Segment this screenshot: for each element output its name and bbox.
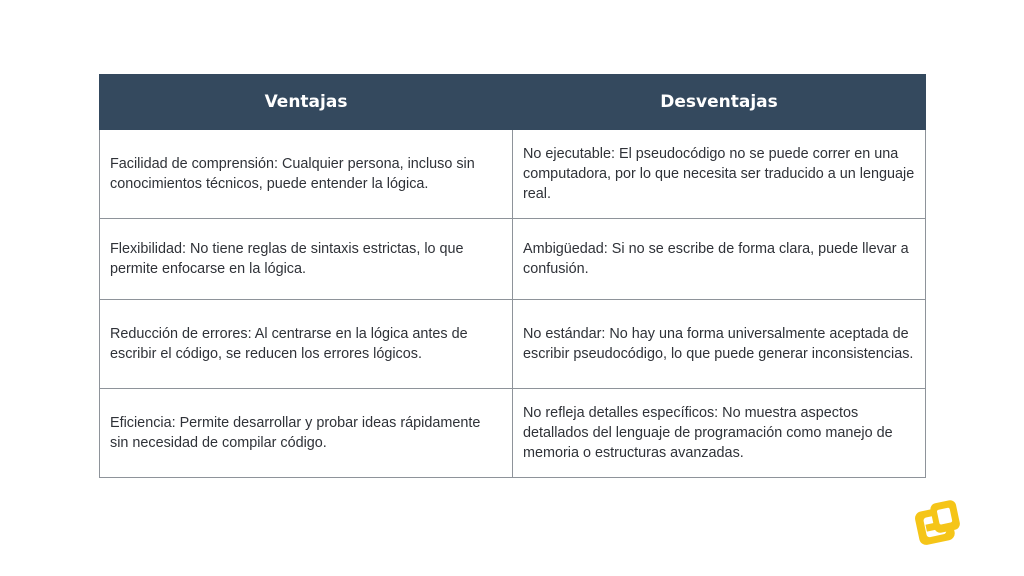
comparison-table (99, 74, 926, 478)
header-ventajas: Ventajas (100, 75, 513, 130)
table-row (100, 300, 926, 389)
table-row (100, 219, 926, 300)
brand-logo-icon (912, 500, 966, 552)
desventaja-cell: No ejecutable: El pseudocódigo no se puede correr en una computadora, por lo que necesita ser traducido a un lenguaje real. (513, 130, 926, 219)
ventaja-cell: Flexibilidad: No tiene reglas de sintaxis estrictas, lo que permite enfocarse en la lógica. (100, 219, 513, 300)
ventaja-cell: Reducción de errores: Al centrarse en la lógica antes de escribir el código, se reducen los errores lógicos. (100, 300, 513, 389)
comparison-table-container (99, 74, 925, 478)
table-header-row (100, 75, 926, 130)
table-row (100, 389, 926, 478)
ventaja-cell: Eficiencia: Permite desarrollar y probar ideas rápidamente sin necesidad de compilar código. (100, 389, 513, 478)
desventaja-cell: Ambigüedad: Si no se escribe de forma clara, puede llevar a confusión. (513, 219, 926, 300)
header-desventajas: Desventajas (513, 75, 926, 130)
table-row (100, 130, 926, 219)
desventaja-cell: No refleja detalles específicos: No muestra aspectos detallados del lenguaje de programación como manejo de memoria o estructuras avanzadas. (513, 389, 926, 478)
ventaja-cell: Facilidad de comprensión: Cualquier persona, incluso sin conocimientos técnicos, puede entender la lógica. (100, 130, 513, 219)
desventaja-cell: No estándar: No hay una forma universalmente aceptada de escribir pseudocódigo, lo que puede generar inconsistencias. (513, 300, 926, 389)
